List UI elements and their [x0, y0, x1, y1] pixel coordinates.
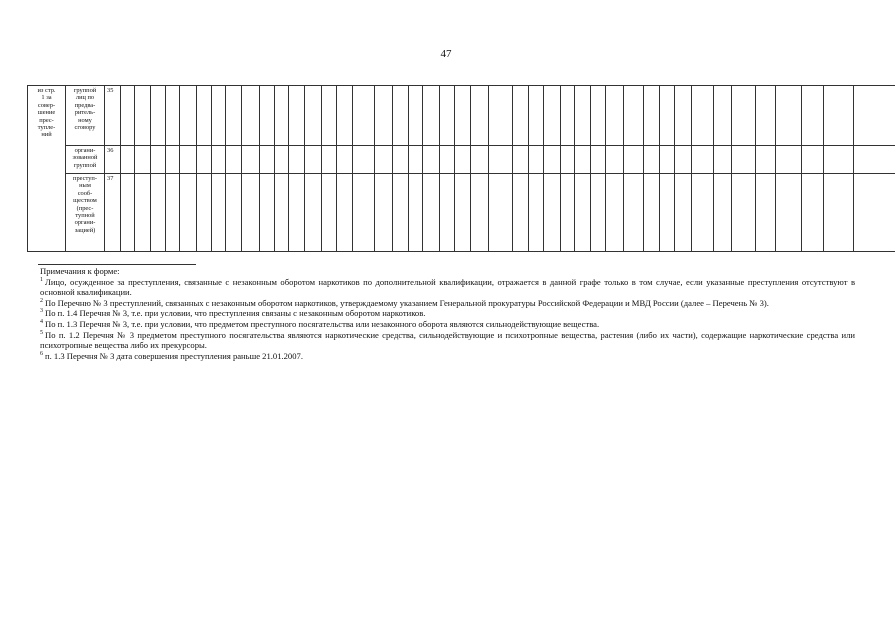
data-cell — [135, 146, 151, 174]
data-cell — [322, 86, 337, 146]
data-cell — [776, 174, 802, 252]
data-cell — [322, 146, 337, 174]
data-cell — [660, 146, 675, 174]
data-cell — [337, 86, 353, 146]
data-cell — [732, 86, 756, 146]
row-label-line: лиц по — [75, 94, 95, 102]
data-cell — [471, 86, 489, 146]
data-cell — [409, 174, 423, 252]
data-cell — [513, 146, 529, 174]
data-cell — [375, 146, 393, 174]
footnote-mark: 4 — [40, 318, 43, 325]
data-cell — [151, 174, 166, 252]
data-cell — [529, 174, 544, 252]
data-cell — [242, 174, 260, 252]
data-cell — [322, 174, 337, 252]
data-cell — [275, 174, 289, 252]
row-label-line: ным — [79, 182, 91, 190]
row-label-line: преступ- — [73, 175, 97, 182]
data-cell — [489, 146, 513, 174]
data-cell — [802, 146, 824, 174]
data-cell — [260, 174, 275, 252]
footnote-mark: 3 — [40, 308, 43, 315]
data-cell — [393, 174, 409, 252]
data-cell — [591, 86, 606, 146]
data-cell — [375, 86, 393, 146]
data-cell — [260, 146, 275, 174]
data-cell — [561, 146, 575, 174]
data-cell — [180, 86, 197, 146]
data-cell — [561, 86, 575, 146]
data-cell — [606, 86, 624, 146]
row-label-line: предва- — [74, 101, 96, 109]
data-cell — [440, 86, 455, 146]
data-cell — [375, 174, 393, 252]
row-label-line: зованной — [72, 154, 98, 162]
data-cell — [289, 146, 305, 174]
data-cell — [471, 146, 489, 174]
data-cell — [544, 146, 561, 174]
data-cell — [337, 174, 353, 252]
row-label-36 — [66, 146, 105, 174]
data-cell — [393, 86, 409, 146]
data-cell — [675, 146, 692, 174]
data-cell — [440, 174, 455, 252]
data-cell — [423, 174, 440, 252]
data-cell — [732, 174, 756, 252]
row-group-header-line: прес- — [39, 116, 54, 124]
data-cell — [544, 174, 561, 252]
data-cell — [624, 86, 644, 146]
data-cell — [675, 86, 692, 146]
data-cell — [529, 86, 544, 146]
data-cell — [644, 146, 660, 174]
data-cell — [305, 174, 322, 252]
row-group-header-line: совер- — [37, 101, 56, 109]
data-cell — [513, 174, 529, 252]
data-cell — [714, 174, 732, 252]
data-cell — [644, 174, 660, 252]
data-cell — [197, 174, 212, 252]
data-cell — [692, 146, 714, 174]
row-group-header-line: из стр. — [37, 87, 56, 94]
data-cell — [121, 174, 135, 252]
data-cell — [591, 174, 606, 252]
row-number: 36 — [105, 146, 121, 174]
row-label-35 — [66, 86, 105, 146]
data-cell — [544, 86, 561, 146]
row-label-line: ному — [78, 116, 92, 124]
data-cell — [289, 174, 305, 252]
data-cell — [824, 86, 854, 146]
data-cell — [513, 86, 529, 146]
notes-title: Примечания к форме: — [40, 266, 120, 276]
data-cell — [226, 86, 242, 146]
data-cell — [455, 174, 471, 252]
data-cell — [606, 146, 624, 174]
footnotes — [40, 266, 855, 361]
footnote-text: Лицо, осужденное за преступления, связанные с незаконным оборотом наркотиков по дополнительной квалификации, отражается в данной графе только в том случае, если указанные преступления отсутствуют в основной квалификации. — [40, 276, 855, 298]
data-cell — [776, 146, 802, 174]
data-cell — [212, 174, 226, 252]
data-cell — [151, 86, 166, 146]
row-label-line: сговору — [74, 124, 96, 132]
row-group-header-line: тупле- — [37, 124, 56, 132]
table-row-36 — [28, 146, 895, 174]
data-cell — [606, 174, 624, 252]
data-cell — [675, 174, 692, 252]
data-cell — [260, 86, 275, 146]
data-cell — [575, 174, 591, 252]
footnote-text: п. 1.3 Перечня № 3 дата совершения преступления раньше 21.01.2007. — [45, 350, 303, 361]
data-cell — [756, 174, 776, 252]
data-cell — [624, 174, 644, 252]
row-label-line: группой — [73, 161, 97, 169]
data-cell — [242, 146, 260, 174]
notes-separator — [38, 264, 196, 265]
footnote-mark: 6 — [40, 350, 43, 357]
data-cell — [692, 174, 714, 252]
data-cell — [393, 146, 409, 174]
data-cell — [135, 174, 151, 252]
data-cell — [824, 174, 854, 252]
data-cell — [275, 86, 289, 146]
row-group-header-line: шение — [37, 109, 56, 117]
row-group-header-line: 1 за — [41, 94, 52, 102]
footnote-5 — [40, 330, 855, 351]
data-cell — [489, 174, 513, 252]
data-cell — [854, 146, 895, 174]
footnote-mark: 1 — [40, 276, 43, 283]
footnote-mark: 5 — [40, 329, 43, 336]
footnote-text: По п. 1.2 Перечня № 3 предметом преступного посягательства являются наркотические средства, сильнодействующие и психотропные вещества, растения (либо их части), содержащие наркотические средства или психотропные вещества либо их прекурсоры. — [40, 329, 855, 351]
row-group-header — [28, 86, 66, 252]
data-cell — [151, 146, 166, 174]
data-cell — [471, 174, 489, 252]
data-cell — [275, 146, 289, 174]
footnote-1 — [40, 277, 855, 298]
row-label-line: сооб- — [77, 189, 93, 197]
statistics-table — [27, 85, 895, 252]
table-row-35 — [28, 86, 895, 146]
data-cell — [489, 86, 513, 146]
data-cell — [353, 174, 375, 252]
data-cell — [776, 86, 802, 146]
page-number: 47 — [440, 48, 452, 60]
data-cell — [226, 174, 242, 252]
footnote-6 — [40, 351, 855, 362]
data-cell — [180, 146, 197, 174]
data-cell — [591, 146, 606, 174]
data-cell — [660, 86, 675, 146]
data-cell — [212, 86, 226, 146]
data-cell — [166, 146, 180, 174]
data-cell — [802, 174, 824, 252]
data-cell — [135, 86, 151, 146]
footnote-3 — [40, 308, 855, 319]
footnote-4 — [40, 319, 855, 330]
data-cell — [423, 86, 440, 146]
row-label-line: ществом — [73, 197, 97, 205]
data-cell — [409, 86, 423, 146]
data-cell — [624, 146, 644, 174]
footnote-mark: 2 — [40, 297, 43, 304]
footnote-text: По п. 1.4 Перечня № 3, т.е. при условии, что преступления связаны с незаконным оборотом наркотиков. — [45, 308, 426, 319]
data-cell — [353, 86, 375, 146]
footnote-2 — [40, 298, 855, 309]
data-cell — [166, 174, 180, 252]
row-number: 35 — [105, 86, 121, 146]
data-cell — [756, 86, 776, 146]
row-label-line: органи- — [74, 219, 96, 227]
data-cell — [644, 86, 660, 146]
data-cell — [289, 86, 305, 146]
data-cell — [305, 146, 322, 174]
row-label-37 — [66, 174, 105, 252]
data-cell — [121, 86, 135, 146]
row-group-header-line: ний — [41, 131, 52, 139]
data-cell — [575, 146, 591, 174]
row-label-line: (прес- — [76, 204, 94, 212]
data-cell — [197, 146, 212, 174]
data-cell — [353, 146, 375, 174]
row-label-line: тупной — [75, 212, 95, 220]
row-label-line: ритель- — [74, 109, 96, 117]
data-cell — [242, 86, 260, 146]
table-row-37 — [28, 174, 895, 252]
row-label-line: органи- — [74, 147, 96, 154]
data-cell — [455, 146, 471, 174]
row-number: 37 — [105, 174, 121, 252]
data-cell — [561, 174, 575, 252]
data-cell — [423, 146, 440, 174]
data-cell — [226, 146, 242, 174]
data-cell — [854, 86, 895, 146]
data-cell — [305, 86, 322, 146]
data-cell — [660, 174, 675, 252]
data-cell — [455, 86, 471, 146]
data-cell — [575, 86, 591, 146]
data-cell — [692, 86, 714, 146]
data-cell — [197, 86, 212, 146]
data-cell — [714, 86, 732, 146]
row-label-line: группой — [73, 87, 97, 94]
data-cell — [854, 174, 895, 252]
data-cell — [440, 146, 455, 174]
data-cell — [756, 146, 776, 174]
data-cell — [166, 86, 180, 146]
footnote-text: По п. 1.3 Перечня № 3, т.е. при условии, что предметом преступного посягательства или незаконного оборота являются сильнодействующие вещества. — [45, 318, 600, 329]
data-cell — [180, 174, 197, 252]
data-cell — [409, 146, 423, 174]
data-cell — [212, 146, 226, 174]
data-cell — [732, 146, 756, 174]
data-cell — [121, 146, 135, 174]
footnote-text: По Перечню № 3 преступлений, связанных с незаконным оборотом наркотиков, утверждаемому указанием Генеральной прокуратуры Российской Федерации и МВД России (далее – Перечень № 3). — [45, 297, 769, 308]
data-cell — [802, 86, 824, 146]
data-cell — [714, 146, 732, 174]
data-cell — [529, 146, 544, 174]
data-cell — [337, 146, 353, 174]
data-cell — [824, 146, 854, 174]
row-label-line: зацией) — [74, 226, 96, 234]
